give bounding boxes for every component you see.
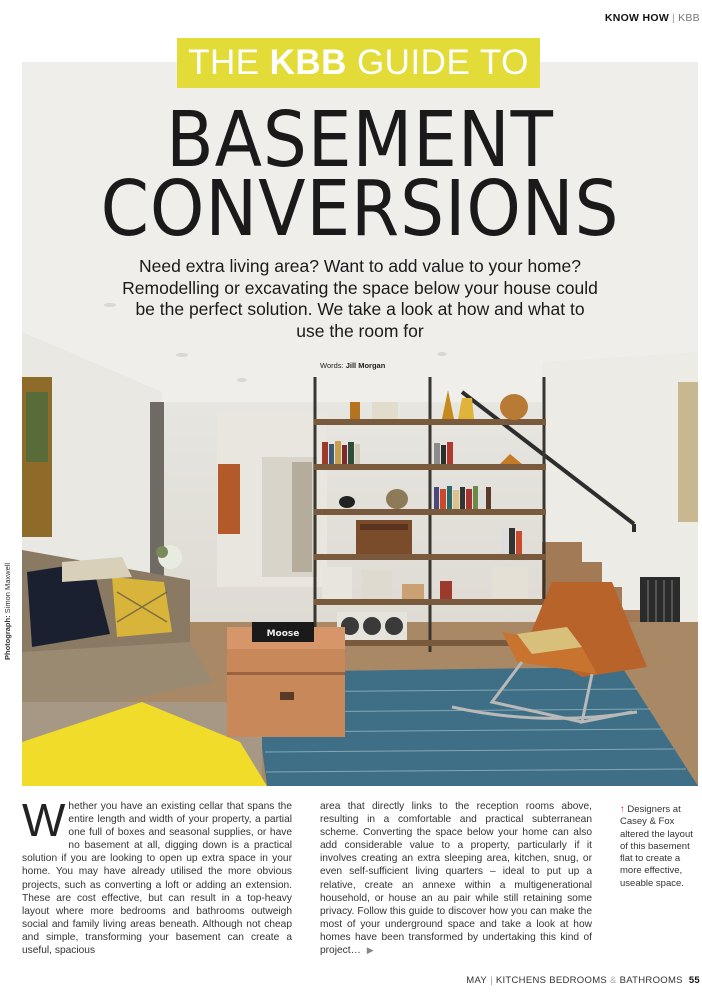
banner-post: GUIDE TO [356,43,529,82]
page-footer [466,975,700,986]
photo-label: Photograph: [3,615,12,660]
photo-caption [620,804,698,890]
footer-mag-a: KITCHENS BEDROOMS [495,975,608,986]
book-cover-text: Moose [266,629,300,639]
words-label: Words: [320,361,344,370]
words-author: Jill Morgan [345,361,386,370]
section-name: KNOW HOW [604,12,670,24]
drop-cap: W [22,794,66,846]
headline-line-1: BASEMENT [166,96,554,185]
headline-line-2: CONVERSIONS [100,165,620,254]
section-sub: KBB [678,12,700,24]
body-text-1: hether you have an existing cellar that spans the entire length and width of your property, a partial one full of boxes and seasonal supplies, or have no basement at all, digging down is a practical solution if you are looking to open up extra space in your home. You may have already utilised the more obvious projects, such as converting a loft or adding an extension. These are cost effective, but can result in a top-heavy layout where more bedrooms and bathrooms outweigh social and family living areas beneath. Although not cheap and simple, transforming your basement can create a useful, spacious [22,801,292,957]
standfirst: Need extra living area? Want to add value to your home? Remodelling or excavating the space below your house could be the perfect solution. We take a look at how and what to use the room for [122,256,598,341]
caption-arrow-icon: ↑ [620,804,625,815]
section-tag [605,12,700,24]
title-banner [177,38,540,88]
footer-month: MAY [466,975,488,986]
section-separator: | [672,12,676,24]
photo-author: Simon Maxwell [3,562,12,614]
page-number: 55 [688,975,700,986]
footer-separator: | [490,975,493,986]
body-text-2: area that directly links to the reception rooms above, resulting in a comfortable and practical subterranean scheme. Converting the space below your home can also add considerable value to a property, particularly if it involves creating an extra sleeping area, kitchen, snug, or even self-sufficient living quarters – ideal to put up a relative, create an annexe within a multigenerational household, or house an au pair while still retaining some privacy. Follow this guide to discover how you can make the most of your underground space and take a look at how homes have been transformed by undertaking this kind of project… [320,801,592,957]
continue-arrow-icon: ▶ [366,945,374,956]
body-column-2 [320,800,592,957]
banner-bold: KBB [269,43,347,82]
banner-pre: THE [188,43,260,82]
body-column-1 [22,794,292,957]
photo-credit [3,530,12,660]
words-credit [320,361,385,370]
footer-amp: & [610,975,617,986]
caption-text: Designers at Casey & Fox altered the layout of this basement flat to create a more effective, useable space. [620,804,693,889]
footer-mag-b: BATHROOMS [619,975,683,986]
